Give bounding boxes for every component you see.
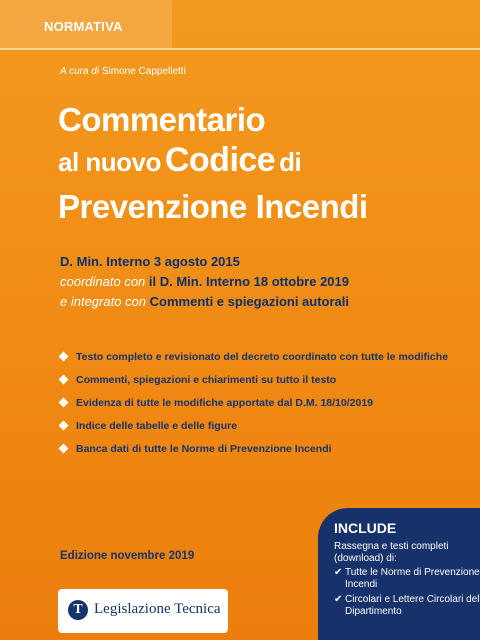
publisher-logo <box>58 589 228 633</box>
include-box <box>318 508 480 640</box>
diamond-bullet-icon <box>59 375 69 385</box>
divider <box>0 48 480 50</box>
list-item: Evidenza di tutte le modifiche apportate dal D.M. 18/10/2019 <box>60 396 460 410</box>
feature-list <box>60 350 460 456</box>
include-title: INCLUDE <box>334 520 397 536</box>
checkmark-icon: ✔ <box>334 567 343 578</box>
subtitle-line-3-lead: e integrato con <box>60 294 147 309</box>
include-description: Rassegna e testi completi (download) di: <box>334 541 449 564</box>
list-item: Testo completo e revisionato del decreto coordinato con tutte le modifiche <box>60 350 460 364</box>
diamond-bullet-icon <box>59 421 69 431</box>
list-item: ✔ Circolari e Lettere Circolari del Dipartimento <box>334 594 480 617</box>
subtitle-line-3-text: Commenti e spiegazioni autorali <box>149 294 350 309</box>
edition-label: Edizione novembre 2019 <box>60 550 195 562</box>
list-item: Indice delle tabelle e delle figure <box>60 419 460 433</box>
book-title <box>58 100 468 227</box>
title-line-3: Prevenzione Incendi <box>58 188 368 225</box>
title-line-2 <box>58 140 468 187</box>
diamond-bullet-icon <box>59 398 69 408</box>
list-item: ✔ Tutte le Norme di Prevenzione Incendi <box>334 567 480 590</box>
include-list <box>334 567 480 621</box>
title-line-2-a: al nuovo <box>58 147 161 177</box>
subtitle <box>60 252 470 312</box>
title-line-2-b: Codice <box>164 141 276 179</box>
editor-name: Simone Cappelletti <box>101 66 186 77</box>
checkmark-icon: ✔ <box>334 594 343 605</box>
series-label: NORMATIVA <box>44 19 123 34</box>
subtitle-line-2-text: il D. Min. Interno 18 ottobre 2019 <box>148 274 349 289</box>
publisher-emblem-icon: T <box>68 600 88 620</box>
editor-lead: A cura di <box>60 66 100 77</box>
list-item: Banca dati di tutte le Norme di Prevenzione Incendi <box>60 442 460 456</box>
diamond-bullet-icon <box>59 352 69 362</box>
subtitle-line-1: D. Min. Interno 3 agosto 2015 <box>60 254 240 269</box>
diamond-bullet-icon <box>59 444 69 454</box>
title-line-2-c: di <box>279 147 302 177</box>
list-item: Commenti, spiegazioni e chiarimenti su tutto il testo <box>60 373 460 387</box>
series-badge <box>0 0 172 48</box>
editor-line <box>60 66 186 77</box>
publisher-name: Legislazione Tecnica <box>94 601 221 617</box>
subtitle-line-2-lead: coordinato con <box>60 274 146 289</box>
title-line-1: Commentario <box>58 101 266 138</box>
